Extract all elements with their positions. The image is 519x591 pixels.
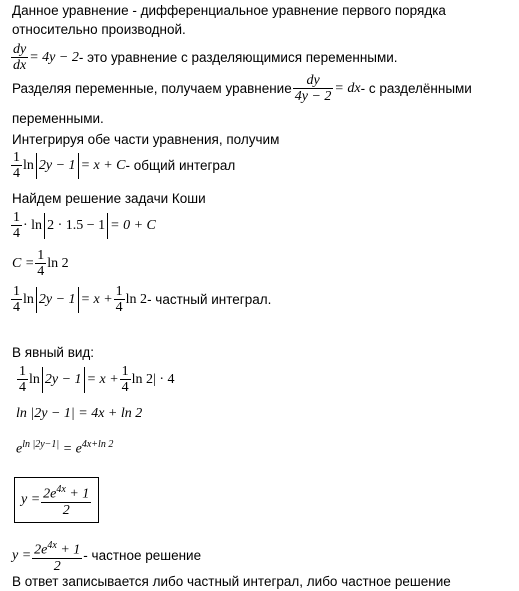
intro-line-2: относительно производной. [12, 22, 186, 37]
equation-rhs: = 4y − 2 [29, 49, 79, 65]
cauchy-title: Найдем решение задачи Коши [12, 191, 206, 206]
particular-solution: y = $\frac{2e^{4x} + 1}{2}$ - частное решение [12, 540, 202, 574]
particular-integral: $\frac{1}{4}$ ln 2y − 1 = x + $\frac{1}{4}$ ln 2 - частный интеграл. [13, 284, 272, 315]
c-value: C = $\frac{1}{4}$ ln 2 [12, 248, 69, 279]
explicit-step-1: $\frac{1}{4}$ ln 2y − 1 = x + $\frac{1}{4}$ ln 2| · 4 [19, 364, 175, 395]
explicit-step-2: ln |2y − 1| = 4x + ln 2 [16, 406, 143, 421]
explicit-step-3: $e^{ln |2y-1|} = e^{4x+ln 2}$ [16, 439, 114, 457]
fraction-dy-4y-2: $\frac{dy}{4y - 2}$ [294, 73, 332, 104]
explicit-title: В явный вид: [12, 345, 95, 360]
equation-dy-dx [10, 42, 398, 73]
intro-line-1: Данное уравнение - дифференциальное уравнение первого порядка [12, 3, 446, 18]
cauchy-equation: $\frac{1}{4}$ · ln 2 · 1.5 − 1 = 0 + C [13, 210, 156, 241]
boxed-solution: y = $\frac{2e^{4x} + 1}{2}$ [14, 477, 99, 523]
integrate-text: Интегрируя обе части уравнения, получим [12, 132, 280, 147]
footer-note: В ответ записывается либо частный интеграл, либо частное решение [12, 574, 451, 589]
separated-equation: Разделяя переменные, получаем уравнение $\frac{dy}{4y - 2}$ = dx - с разделёнными [12, 73, 472, 104]
general-integral: $\frac{1}{4}$ ln 2y − 1 = x + C - общий интеграл [13, 150, 236, 181]
separated-line-2: переменными. [12, 111, 104, 126]
equation-comment: - это уравнение с разделяющимися переменными. [78, 49, 398, 65]
fraction-dy-dx: $\frac{dy}{dx}$ [13, 42, 27, 73]
